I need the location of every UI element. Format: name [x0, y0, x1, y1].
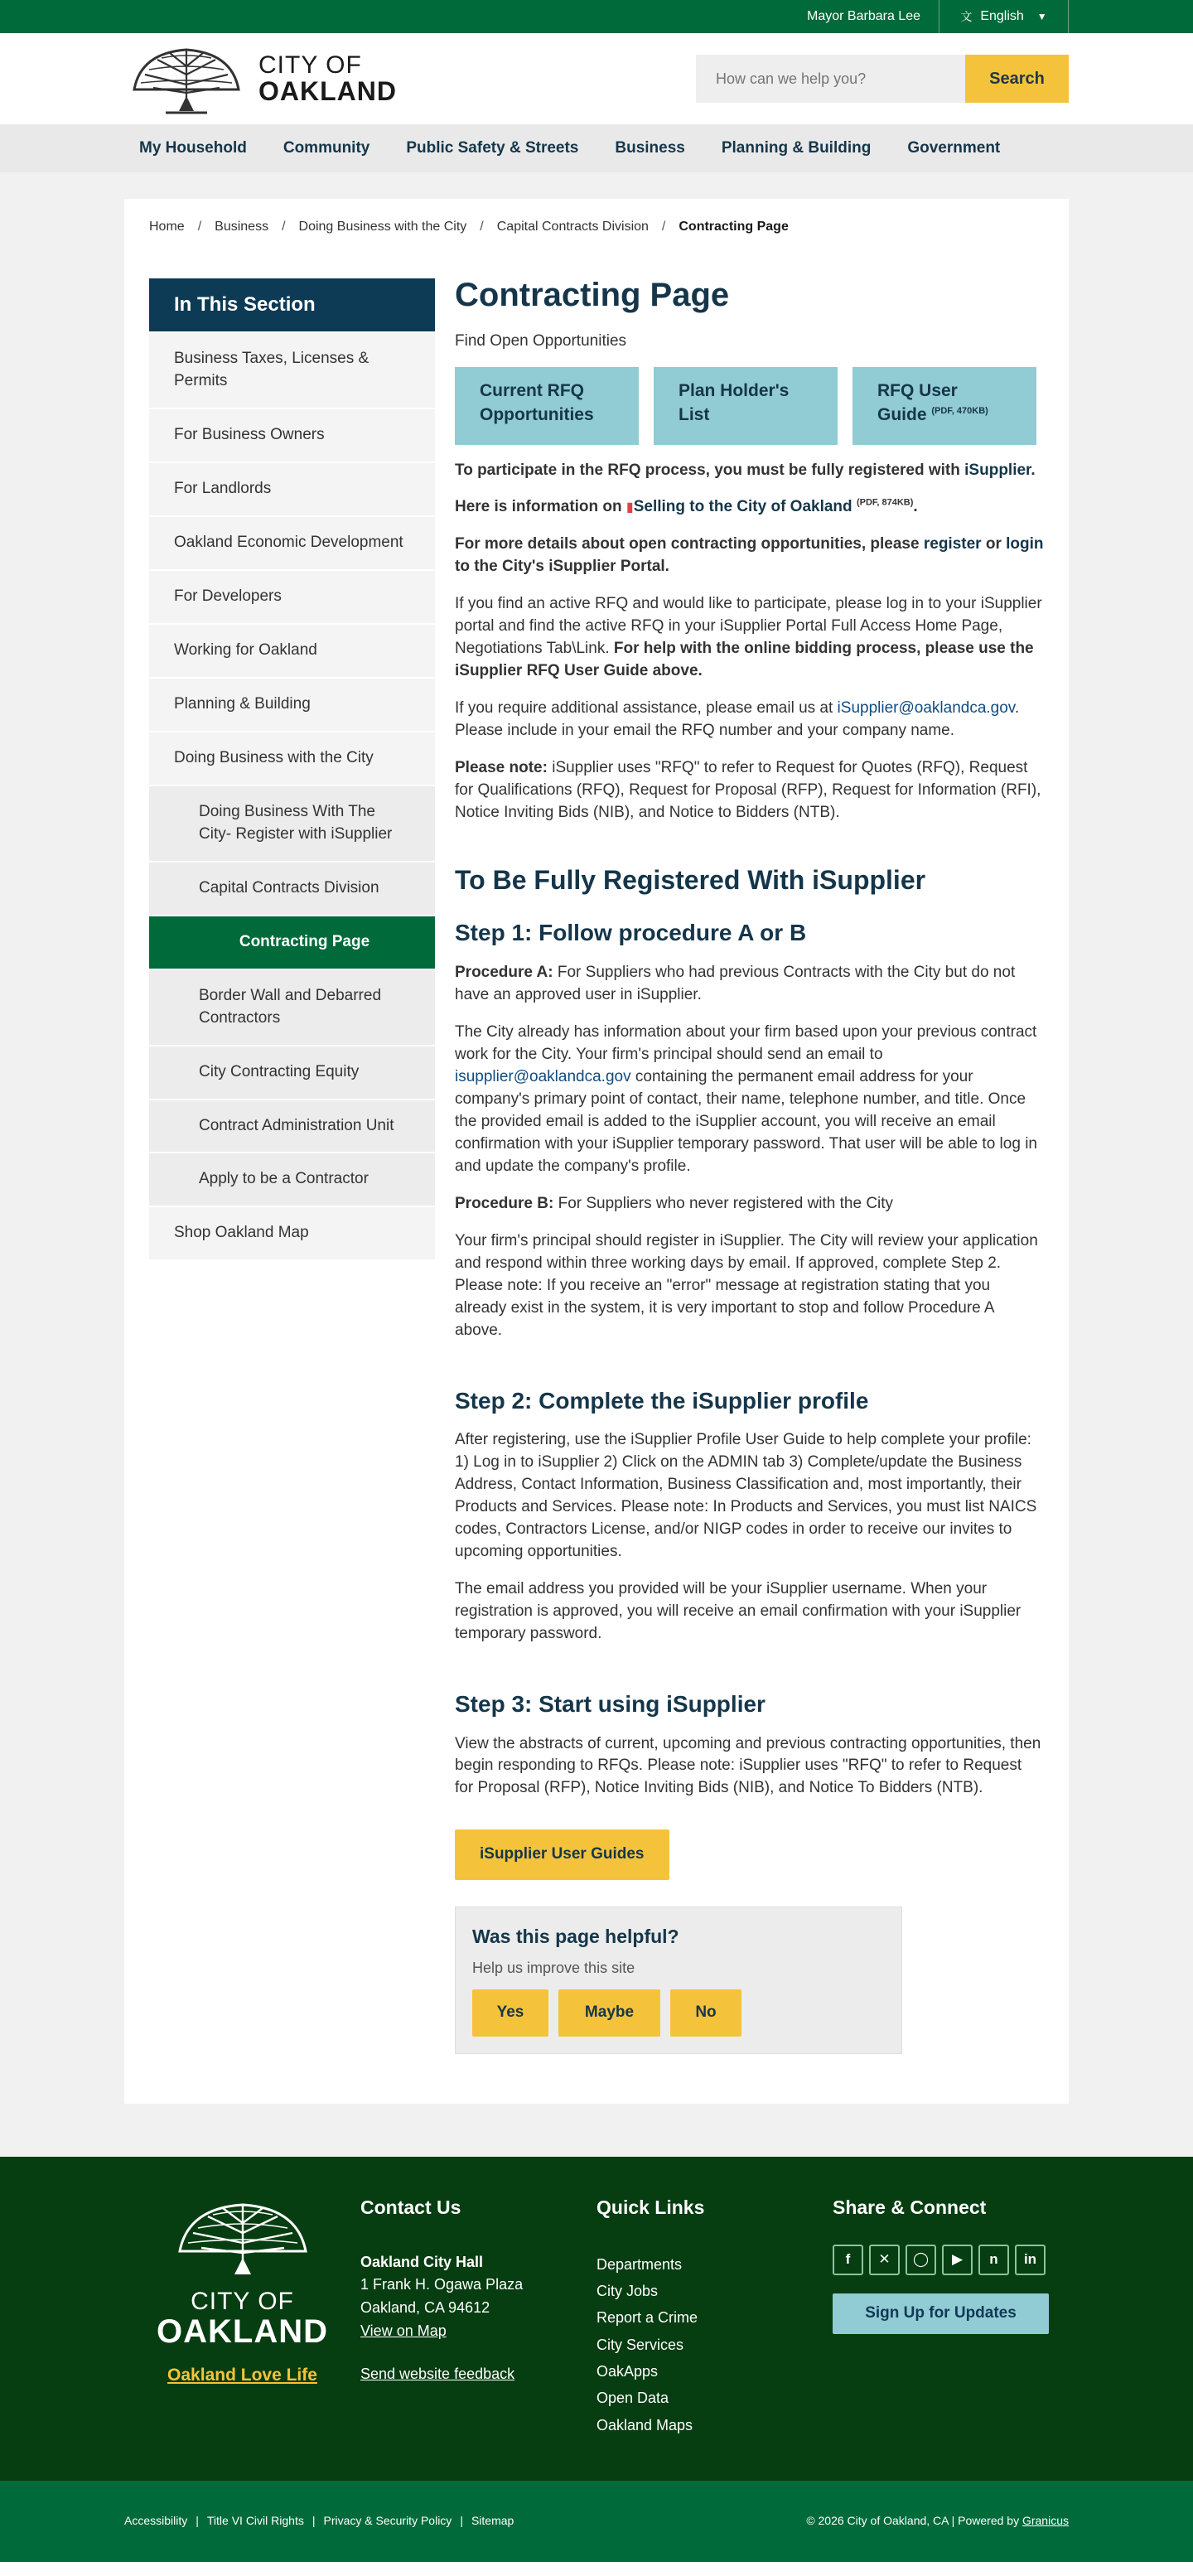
paragraph-active-rfq-text: If you find an active RFQ and would like to participate, please log in to your iSupplier portal and find the active RFQ in your iSupplier Portal Full Access Home Page, Negotiations Tab\Link.	[455, 595, 1042, 658]
translate-icon: 文	[960, 9, 973, 23]
section-heading-registration: To Be Fully Registered With iSupplier	[455, 865, 926, 896]
paragraph-details-text: For more details about open contracting opportunities, please	[455, 535, 920, 553]
sidebar-subitem-contracting-equity[interactable]: City Contracting Equity	[149, 1045, 435, 1099]
site-header	[0, 33, 1193, 124]
main-content	[455, 278, 1044, 2054]
sidebar-subitem-register-isupplier[interactable]: Doing Business With The City- Register with iSupplier	[149, 785, 435, 861]
paragraph-note	[455, 757, 1044, 824]
granicus-link[interactable]: Granicus	[1022, 2514, 1069, 2528]
site-footer	[0, 2157, 1193, 2481]
x-icon[interactable]: ✕	[869, 2245, 900, 2275]
sitemap-link[interactable]: Sitemap	[471, 2514, 514, 2528]
step2-heading: Step 2: Complete the iSupplier profile	[455, 1387, 869, 1414]
contact-heading: Contact Us	[360, 2196, 461, 2218]
footer-logo-city: CITY OF	[191, 2287, 294, 2315]
isupplier-email-link-2[interactable]: isupplier@oaklandca.gov	[455, 1067, 631, 1085]
paragraph-register: To participate in the RFQ process, you must be fully registered with iSupplier.	[455, 461, 1036, 479]
oak-tree-icon	[124, 41, 249, 116]
breadcrumb-separator: /	[661, 220, 666, 234]
search-input[interactable]	[696, 55, 965, 103]
top-utility-bar	[0, 0, 1193, 33]
sidebar-item-planning-building[interactable]: Planning & Building	[149, 677, 435, 731]
feedback-maybe-button[interactable]: Maybe	[558, 1989, 660, 2037]
quick-links-heading: Quick Links	[596, 2196, 705, 2218]
sidebar-item-shop-oakland-map[interactable]: Shop Oakland Map	[149, 1206, 435, 1259]
rfq-user-guide-button[interactable]	[852, 367, 1036, 445]
breadcrumb-current: Contracting Page	[679, 220, 789, 234]
rfq-user-guide-label: RFQ User Guide	[877, 380, 958, 425]
paragraph-details-end: to the City's iSupplier Portal.	[455, 558, 669, 576]
breadcrumb-home[interactable]: Home	[149, 220, 185, 234]
procedure-a-label: Procedure A:	[455, 964, 553, 982]
sidebar-item-doing-business[interactable]: Doing Business with the City	[149, 731, 435, 785]
bottom-separator: |	[196, 2514, 199, 2528]
privacy-policy-link[interactable]: Privacy & Security Policy	[323, 2514, 452, 2528]
logo-city-text: CITY OF	[258, 51, 362, 79]
copyright-text: © 2026 City of Oakland, CA | Powered by	[806, 2514, 1020, 2528]
paragraph-selling: Here is information on ▮Selling to the City of Oakland $^{(PDF, 874KB)}$.	[455, 498, 918, 516]
sidebar-item-landlords[interactable]: For Landlords	[149, 462, 435, 515]
procedure-b-text: For Suppliers who never registered with the City	[553, 1194, 894, 1212]
breadcrumb-separator: /	[480, 220, 484, 234]
step2-paragraph-2: The email address you provided will be your iSupplier username. When your registration is approved, you will receive an email confirmation with your iSupplier temporary password.	[455, 1580, 1022, 1642]
quick-link-report-crime[interactable]: Report a Crime	[596, 2309, 698, 2327]
city-hall-name: Oakland City Hall	[360, 2253, 484, 2270]
title-vi-link[interactable]: Title VI Civil Rights	[206, 2514, 304, 2528]
nav-government[interactable]: Government	[907, 138, 1001, 157]
footer-share	[833, 2197, 1069, 2438]
paragraph-register-text: To participate in the RFQ process, you must be fully registered with	[455, 461, 960, 479]
sidebar-item-working-for-oakland[interactable]: Working for Oakland	[149, 623, 435, 677]
footer-contact	[360, 2197, 596, 2438]
breadcrumb-doing-business[interactable]: Doing Business with the City	[298, 220, 467, 234]
address-line-2: Oakland, CA 94612	[360, 2299, 490, 2317]
chevron-down-icon: ▼	[1036, 11, 1047, 22]
logo-oakland-text: OAKLAND	[258, 76, 397, 106]
page-card	[124, 199, 1069, 2104]
nav-my-household[interactable]: My Household	[139, 138, 247, 157]
page-background	[0, 172, 1193, 2157]
sidebar-subitem-contracting-page[interactable]: Contracting Page	[149, 915, 435, 969]
sidebar-item-economic-development[interactable]: Oakland Economic Development	[149, 515, 435, 569]
nav-business[interactable]: Business	[615, 138, 685, 157]
isupplier-user-guides-button[interactable]: iSupplier User Guides	[455, 1829, 669, 1880]
oakland-love-life-link[interactable]: Oakland Love Life	[167, 2365, 317, 2385]
feedback-title: Was this page helpful?	[472, 1925, 679, 1947]
nav-public-safety[interactable]: Public Safety & Streets	[406, 138, 579, 157]
paragraph-active-rfq	[455, 593, 1044, 683]
city-logo[interactable]	[124, 41, 397, 116]
register-link[interactable]: register	[923, 535, 982, 553]
sidebar-subitem-apply-contractor[interactable]: Apply to be a Contractor	[149, 1152, 435, 1206]
bottom-bar	[0, 2481, 1193, 2562]
paragraph-selling-text: Here is information on	[455, 498, 622, 516]
share-heading: Share & Connect	[833, 2196, 987, 2218]
sidebar-subitem-border-wall[interactable]: Border Wall and Debarred Contractors	[149, 969, 435, 1045]
breadcrumb-separator: /	[197, 220, 202, 234]
sidebar-item-developers[interactable]: For Developers	[149, 569, 435, 623]
nav-planning[interactable]: Planning & Building	[721, 138, 872, 157]
paragraph-details	[455, 534, 1044, 578]
procedure-a-details-text: The City already has information about your firm based upon your previous contract work for the City. Your firm's principal should send an email to	[455, 1023, 1037, 1063]
step3-heading: Step 3: Start using iSupplier	[455, 1690, 766, 1717]
breadcrumb	[149, 217, 1044, 237]
sidebar-title: In This Section	[149, 278, 435, 331]
quick-link-city-services[interactable]: City Services	[596, 2336, 684, 2353]
note-text: iSupplier uses "RFQ" to refer to Request for Quotes (RFQ), Request for Qualifications (RFQ), Request for Proposal (RFP), Request for Information (RFI), Notice Inviting Bids (NIB), and Notice to Bidders (NTB).	[455, 759, 1041, 822]
procedure-b-details: Your firm's principal should register in iSupplier. The City will review your application and respond within three working days by email. If approved, complete Step 2. Please note: If you receive an "error" message at registration stating that you already exist in the system, it is very important to stop and follow Procedure A above.	[455, 1231, 1038, 1339]
youtube-icon[interactable]: ▶	[942, 2245, 973, 2275]
send-feedback-link[interactable]: Send website feedback	[360, 2366, 515, 2383]
language-label: English	[980, 9, 1024, 23]
current-rfq-button[interactable]: Current RFQ Opportunities	[455, 367, 639, 445]
paragraph-assistance-end: . Please include in your email the RFQ number and your company name.	[455, 699, 1020, 740]
paragraph-active-rfq-bold: For help with the online bidding process, please use the iSupplier RFQ User Guide above.	[455, 640, 1034, 680]
nav-community[interactable]: Community	[283, 138, 370, 157]
step3-paragraph: View the abstracts of current, upcoming and previous contracting opportunities, then begin responding to RFQs. Please note: iSupplier uses "RFQ" to refer to Request for Proposal (RFP), Notice Inviting Bids (NIB), and Notice To Bidders (NTB).	[455, 1734, 1041, 1797]
section-sidebar	[149, 278, 435, 2054]
sidebar-subitem-contract-admin[interactable]: Contract Administration Unit	[149, 1099, 435, 1153]
page-subhead: Find Open Opportunities	[455, 332, 627, 350]
quick-link-oakland-maps[interactable]: Oakland Maps	[596, 2416, 693, 2433]
feedback-subtitle: Help us improve this site	[472, 1960, 635, 1977]
language-select[interactable]	[939, 0, 1069, 33]
quick-link-departments[interactable]: Departments	[596, 2255, 683, 2273]
procedure-a-details	[455, 1022, 1044, 1178]
sign-up-updates-button[interactable]: Sign Up for Updates	[833, 2293, 1049, 2334]
quick-link-city-jobs[interactable]: City Jobs	[596, 2282, 659, 2299]
address-line-1: 1 Frank H. Ogawa Plaza	[360, 2276, 524, 2293]
footer-logo	[124, 2197, 360, 2438]
breadcrumb-capital-contracts[interactable]: Capital Contracts Division	[496, 220, 649, 234]
paragraph-assistance	[455, 698, 1044, 742]
breadcrumb-business[interactable]: Business	[215, 220, 269, 234]
paragraph-details-or: or	[985, 535, 1002, 553]
step2-paragraph-1: After registering, use the iSupplier Profile User Guide to help complete your profile: 1) Log in to iSupplier 2) Click on the ADMIN tab 3) Complete/update the Business Address, Contact Information, Business Classification and, most importantly, their Products and Services. Please note: In Products and Services, you must list NAICS codes, Contractors License, and/or NIGP codes in order to receive our invites to upcoming opportunities.	[455, 1431, 1037, 1561]
sidebar-item-business-taxes[interactable]: Business Taxes, Licenses & Permits	[149, 331, 435, 408]
procedure-a	[455, 962, 1044, 1007]
bottom-separator: |	[460, 2514, 463, 2528]
selling-to-city-link[interactable]: Selling to the City of Oakland	[633, 498, 852, 516]
feedback-yes-button[interactable]: Yes	[472, 1989, 548, 2037]
procedure-b	[455, 1193, 1044, 1216]
view-on-map-link[interactable]: View on Map	[360, 2322, 447, 2340]
login-link[interactable]: login	[1006, 535, 1044, 553]
page-title: Contracting Page	[455, 277, 730, 313]
selling-pdf-note: (PDF, 874KB)	[856, 498, 914, 509]
oak-tree-icon	[168, 2197, 317, 2279]
sidebar-subitem-capital-contracts[interactable]: Capital Contracts Division	[149, 861, 435, 915]
note-label: Please note:	[455, 759, 548, 777]
pdf-icon: ▮	[625, 500, 634, 515]
procedure-b-label: Procedure B:	[455, 1194, 554, 1212]
isupplier-link[interactable]: iSupplier	[964, 461, 1031, 479]
step1-heading: Step 1: Follow procedure A or B	[455, 920, 807, 946]
procedure-a-text: For Suppliers who had previous Contracts with the City but do not have an approved user in iSupplier.	[455, 964, 1016, 1004]
quick-buttons	[455, 367, 1044, 445]
quick-link-open-data[interactable]: Open Data	[596, 2390, 669, 2407]
feedback-widget	[455, 1907, 902, 2054]
linkedin-icon[interactable]: in	[1015, 2245, 1046, 2275]
feedback-no-button[interactable]: No	[670, 1989, 741, 2037]
mayor-link[interactable]: Mayor Barbara Lee	[807, 9, 920, 23]
bottom-separator: |	[312, 2514, 316, 2528]
plan-holders-button[interactable]: Plan Holder's List	[654, 367, 838, 445]
facebook-icon[interactable]: f	[833, 2245, 863, 2275]
footer-quick-links	[596, 2197, 833, 2438]
rfq-user-guide-note: (PDF, 470KB)	[931, 406, 988, 417]
paragraph-assistance-text: If you require additional assistance, please email us at	[455, 699, 833, 718]
nextdoor-icon[interactable]: n	[978, 2245, 1009, 2275]
quick-link-oakapps[interactable]: OakApps	[596, 2363, 659, 2380]
search-form	[696, 55, 1069, 103]
breadcrumb-separator: /	[282, 220, 286, 234]
sidebar-item-business-owners[interactable]: For Business Owners	[149, 408, 435, 462]
footer-logo-oakland: OAKLAND	[157, 2313, 328, 2350]
main-nav	[0, 124, 1193, 172]
isupplier-email-link[interactable]: iSupplier@oaklandca.gov	[837, 699, 1015, 718]
search-button[interactable]: Search	[965, 55, 1069, 103]
accessibility-link[interactable]: Accessibility	[124, 2514, 188, 2528]
procedure-a-details-end: containing the permanent email address for your company's primary point of contact, their name, telephone number, and title. Once the provided email is added to the iSupplier account, you will receive an email confirmation with your iSupplier temporary password. That user will be able to log in and update the company's profile.	[455, 1067, 1037, 1175]
instagram-icon[interactable]: ◯	[906, 2245, 936, 2275]
